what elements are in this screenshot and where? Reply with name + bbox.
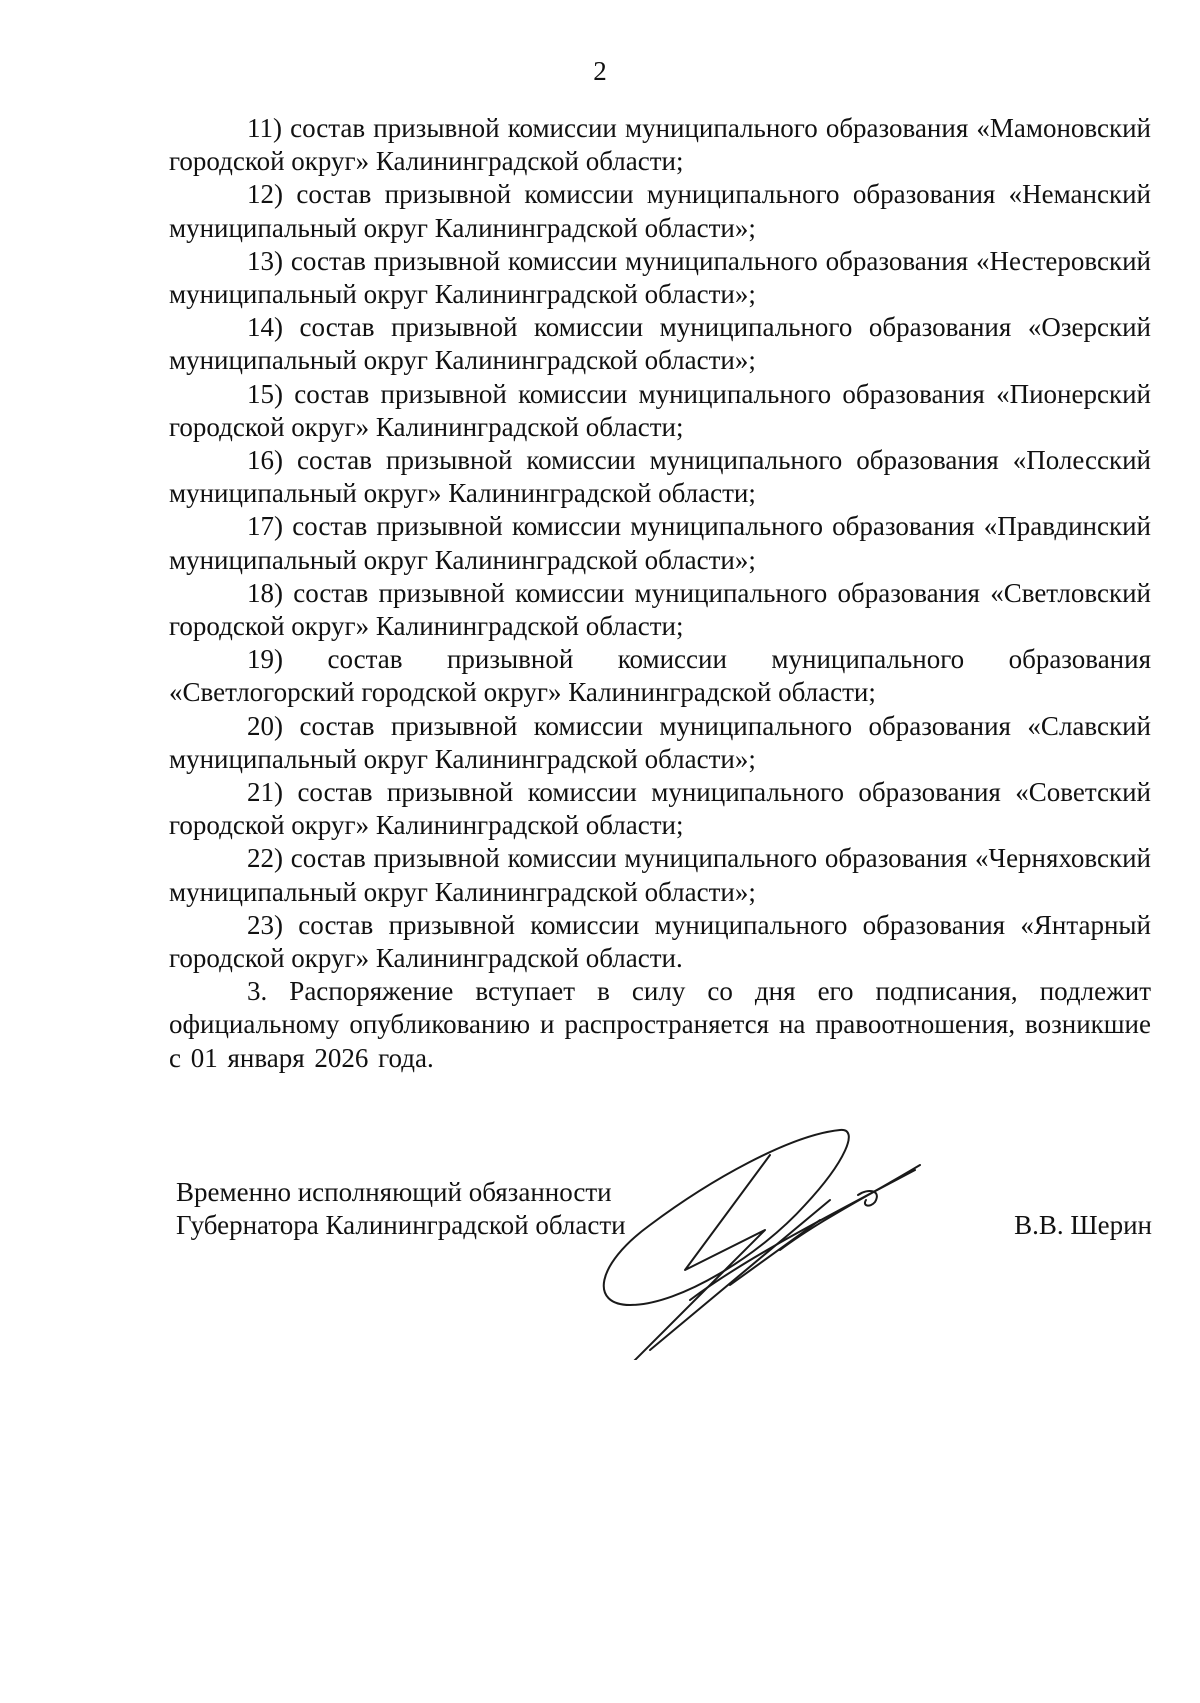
list-item: 23) состав призывной комиссии муниципального образования «Янтарный городской округ» Калининградской области. — [169, 909, 1151, 974]
list-item: 13) состав призывной комиссии муниципального образования «Нестеровский муниципальный округ Калининградской области»; — [169, 245, 1151, 310]
list-item: 11) состав призывной комиссии муниципального образования «Мамоновский городской округ» Калининградской области; — [169, 113, 1151, 177]
list-item: 14) состав призывной комиссии муниципального образования «Озерский муниципальный округ Калининградской области»; — [169, 312, 1151, 376]
list-item: 19) состав призывной комиссии муниципального образования «Светлогорский городской округ» Калининградской области; — [169, 644, 1151, 708]
page-number: 2 — [593, 56, 607, 86]
list-item: 12) состав призывной комиссии муниципального образования «Неманский муниципальный округ Калининградской области»; — [169, 179, 1151, 243]
signer-title-line1: Временно исполняющий обязанности — [176, 1177, 612, 1207]
document-body — [169, 112, 1151, 1075]
signer-name: В.В. Шерин — [1014, 1210, 1152, 1240]
list-item: 16) состав призывной комиссии муниципального образования «Полесский муниципальный округ» Калининградской области; — [169, 445, 1151, 509]
list-item: 21) состав призывной комиссии муниципального образования «Советский городской округ» Калининградской области; — [169, 777, 1151, 841]
list-item: 20) состав призывной комиссии муниципального образования «Славский муниципальный округ Калининградской области»; — [169, 710, 1151, 774]
list-item: 15) состав призывной комиссии муниципального образования «Пионерский городской округ» Калининградской области; — [169, 378, 1151, 442]
list-item: 17) состав призывной комиссии муниципального образования «Правдинский муниципальный округ Калининградской области»; — [169, 511, 1151, 575]
final-clause: 3. Распоряжение вступает в силу со дня его подписания, подлежит официальному опубликованию и распространяется на правоотношения, возникшие с 01 января 2026 года. — [169, 976, 1151, 1073]
handwritten-signature — [590, 1110, 960, 1360]
signer-title-line2: Губернатора Калининградской области — [176, 1210, 626, 1240]
list-item: 22) состав призывной комиссии муниципального образования «Черняховский муниципальный округ Калининградской области»; — [169, 843, 1151, 907]
list-item: 18) состав призывной комиссии муниципального образования «Светловский городской округ» Калининградской области; — [169, 577, 1151, 642]
